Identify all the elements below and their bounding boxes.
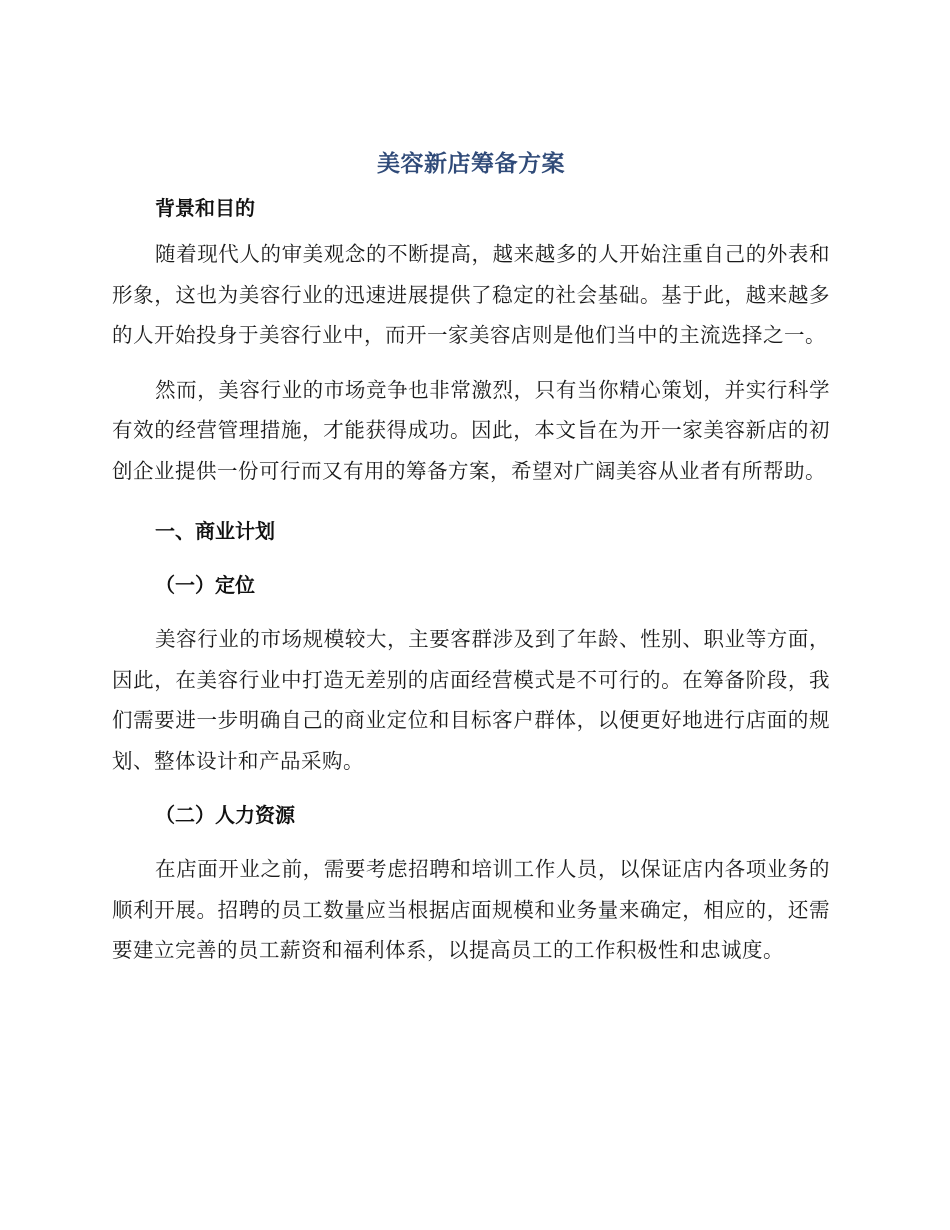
document-page (112, 142, 830, 971)
hr-paragraph: 在店面开业之前，需要考虑招聘和培训工作人员，以保证店内各项业务的顺利开展。招聘的员工数量应当根据店面规模和业务量来确定，相应的，还需要建立完善的员工薪资和福利体系，以提高员工的工作积极性和忠诚度。 (112, 857, 830, 962)
background-paragraph-1: 随着现代人的审美观念的不断提高，越来越多的人开始注重自己的外表和形象，这也为美容行业的迅速进展提供了稳定的社会基础。基于此，越来越多的人开始投身于美容行业中，而开一家美容店则是他们当中的主流选择之一。 (112, 242, 830, 347)
positioning-paragraph: 美容行业的市场规模较大，主要客群涉及到了年龄、性别、职业等方面，因此，在美容行业中打造无差别的店面经营模式是不可行的。在筹备阶段，我们需要进一步明确自己的商业定位和目标客户群体，以便更好地进行店面的规划、整体设计和产品采购。 (112, 627, 830, 773)
document-title: 美容新店筹备方案 (377, 151, 565, 177)
subsection-positioning-heading: （一）定位 (155, 573, 255, 597)
background-paragraph-2: 然而，美容行业的市场竞争也非常激烈，只有当你精心策划，并实行科学有效的经营管理措施，才能获得成功。因此，本文旨在为开一家美容新店的初创企业提供一份可行而又有用的筹备方案，希望对广阔美容从业者有所帮助。 (112, 377, 830, 483)
section-1-heading: 一、商业计划 (155, 519, 275, 543)
background-heading: 背景和目的 (155, 196, 255, 220)
subsection-hr-heading: （二）人力资源 (155, 803, 295, 827)
